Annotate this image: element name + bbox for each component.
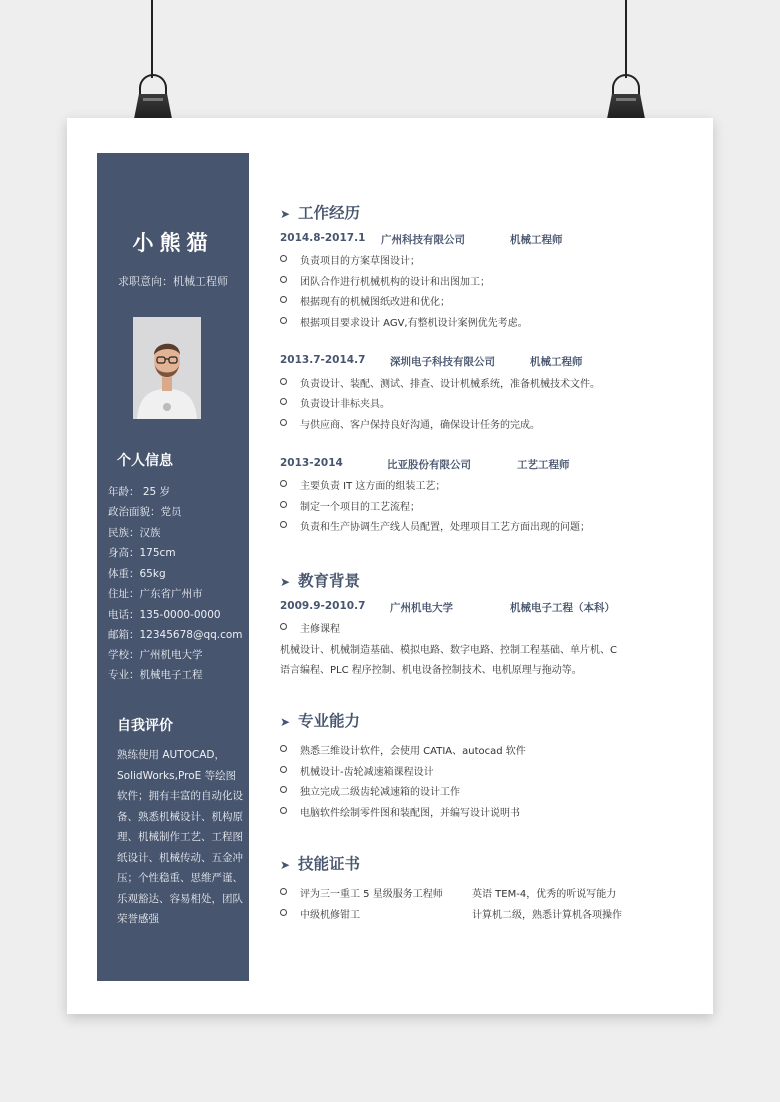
personal-phone: 电话：135-0000-0000 — [108, 609, 221, 621]
job3-period: 2013-2014 — [280, 457, 343, 469]
edu-school: 广州机电大学 — [390, 602, 453, 614]
personal-email: 邮箱：12345678@qq.com — [108, 629, 243, 641]
candidate-name: 小熊猫 — [132, 231, 214, 255]
arrow-icon: ➤ — [280, 858, 291, 872]
personal-height: 身高：175cm — [108, 547, 176, 559]
arrow-icon: ➤ — [280, 207, 291, 221]
job3-company: 比亚股份有限公司 — [387, 459, 471, 471]
self-eval-text: 熟练使用 AUTOCAD，SolidWorks,ProE 等绘图软件；拥有丰富的自动化设备、熟悉机械设计、机构原理、机械制作工艺、工程图纸设计、机械传动、五金冲压；个性稳重、思维严谨、乐观豁达、容易相处，团队荣誉感强 — [117, 749, 243, 925]
job1-period: 2014.8-2017.1 — [280, 232, 366, 244]
personal-weight: 体重：65kg — [108, 568, 166, 580]
arrow-icon: ➤ — [280, 575, 291, 589]
job1-company: 广州科技有限公司 — [381, 234, 465, 246]
certs-title: ➤ 技能证书 — [280, 855, 361, 873]
edu-major: 机械电子工程（本科） — [510, 602, 615, 614]
resume-page: 小熊猫 求职意向：机械工程师 个人信息 年龄： 25 岁 政治面貌：党员 民族：汉族 身高：175cm 体重：65kg 住址：广东省广州市 电话：135-0000-0000 邮箱：12345678@qq.com 学校：广州机电大学 专业：机械电子工程 自我评价 熟练使用 AUTOCAD，SolidWorks,ProE 等绘图软件；拥有丰富的自动化设备、熟悉机械设计、机构原理、机械制作工艺、工程图纸设计、机械传动、五金冲压；个性稳重、思维严谨、乐观豁达、容易相处，团队荣誉感强 ➤ 工作经历 2014.8-2017.1 广州科技有限公司 机械工程师 负责项目的方案草图设计； 团队合作进行机械机构的设计和出图加工； 根据现有的机械图纸改进和优化； 根据项目要求设计 AGV,有整机设计案例优先考虑。 2013.7-2014.7 深圳电子科技有限公司 机械工程师 负责设计、装配、测试、排查、设计机械系统，准备机械技术文件。 负责设计非标夹具。 与供应商、客户保持良好沟通，确保设计任务的完成。 2013-2014 比亚股份有限公司 工艺工程师 主要负责 IT 这方面的组装工艺； 制定一个项目的工艺流程； 负责和生产协调生产线人员配置，处理项目工艺方面出现的问题； ➤ 教育背景 2009.9-2010.7 广州机电大学 机械电子工程（本科） 主修课程 机械设计、机械制造基础、模拟电路、数字电路、控制工程基础、单片机、C 语言编程、PLC 程序控制、机电设备控制技术、电机原理与拖动等。 ➤ 专业能力 熟悉三维设计软件，会使用 CATIA、autocad 软件 机械设计-齿轮减速箱课程设计 独立完成二级齿轮减速箱的设计工作 电脑软件绘制零件图和装配图，并编写设计说明书 ➤ 技能证书 评为三一重工 5 星级服务工程师 英语 TEM-4，优秀的听说写能力 中级机修钳工 计算机二级，熟悉计算机各项操作 — [67, 118, 713, 1014]
job2-company: 深圳电子科技有限公司 — [390, 356, 495, 368]
personal-school: 学校：广州机电大学 — [108, 649, 203, 661]
personal-age: 年龄： 25 岁 — [108, 486, 171, 498]
education-title: ➤ 教育背景 — [280, 572, 361, 590]
personal-info-title: 个人信息 — [117, 453, 173, 469]
job2-role: 机械工程师 — [530, 356, 583, 368]
cert-item-right: 计算机二级，熟悉计算机各项操作 — [472, 910, 622, 921]
edu-courses-line2: 语言编程、PLC 程序控制、机电设备控制技术、电机原理与拖动等。 — [280, 665, 582, 676]
skills-title: ➤ 专业能力 — [280, 712, 361, 730]
profile-photo — [133, 317, 201, 419]
personal-party: 政治面貌：党员 — [108, 506, 182, 518]
work-title: ➤ 工作经历 — [280, 204, 361, 222]
hanging-string-right — [625, 0, 627, 78]
personal-major: 专业：机械电子工程 — [108, 669, 203, 681]
job-intent: 求职意向：机械工程师 — [118, 275, 228, 288]
sidebar — [97, 153, 249, 981]
job3-role: 工艺工程师 — [517, 459, 570, 471]
edu-courses-line1: 机械设计、机械制造基础、模拟电路、数字电路、控制工程基础、单片机、C — [280, 645, 617, 656]
cert-item-right: 英语 TEM-4，优秀的听说写能力 — [472, 889, 617, 900]
personal-ethnicity: 民族：汉族 — [108, 527, 161, 539]
job2-period: 2013.7-2014.7 — [280, 354, 366, 366]
hanging-string-left — [151, 0, 153, 78]
self-eval-title: 自我评价 — [117, 718, 173, 734]
arrow-icon: ➤ — [280, 715, 291, 729]
edu-period: 2009.9-2010.7 — [280, 600, 366, 612]
job1-role: 机械工程师 — [510, 234, 563, 246]
personal-address: 住址：广东省广州市 — [108, 588, 203, 600]
